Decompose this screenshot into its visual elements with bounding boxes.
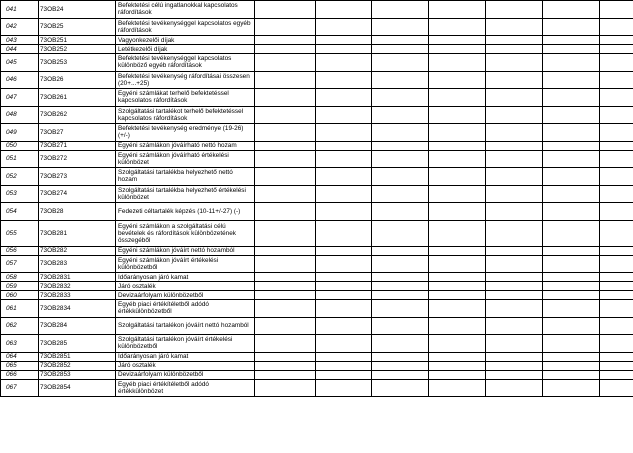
- row-number: 044: [1, 45, 39, 54]
- value-cell: [255, 317, 316, 335]
- value-cell: [600, 291, 633, 300]
- table-row: [1, 89, 633, 107]
- value-cell: [316, 36, 372, 45]
- value-cell: [372, 18, 429, 36]
- row-label: Szolgáltatási tartalékba helyezhető értékelési különbözet: [116, 185, 255, 203]
- value-cell: [372, 335, 429, 353]
- row-label: Egyéni számlákon a szolgáltatási célú bevételek és ráfordítások különbözetének összegéből: [116, 220, 255, 246]
- value-cell: [255, 379, 316, 397]
- row-code: 73OB285: [39, 335, 116, 353]
- value-cell: [600, 203, 633, 221]
- table-row: [1, 18, 633, 36]
- row-code: 73OB25: [39, 18, 116, 36]
- value-cell: [486, 291, 543, 300]
- value-cell: [600, 246, 633, 255]
- value-cell: [543, 168, 600, 186]
- value-cell: [255, 203, 316, 221]
- value-cell: [486, 124, 543, 142]
- value-cell: [486, 255, 543, 273]
- value-cell: [316, 18, 372, 36]
- value-cell: [372, 300, 429, 318]
- value-cell: [316, 150, 372, 168]
- value-cell: [255, 18, 316, 36]
- row-label: Devizaárfolyam különbözetből: [116, 370, 255, 379]
- value-cell: [255, 185, 316, 203]
- value-cell: [316, 141, 372, 150]
- value-cell: [372, 141, 429, 150]
- value-cell: [255, 282, 316, 291]
- row-number: 049: [1, 124, 39, 142]
- row-number: 064: [1, 352, 39, 361]
- value-cell: [429, 317, 486, 335]
- value-cell: [543, 18, 600, 36]
- value-cell: [372, 185, 429, 203]
- value-cell: [255, 150, 316, 168]
- value-cell: [316, 317, 372, 335]
- value-cell: [429, 89, 486, 107]
- value-cell: [600, 36, 633, 45]
- value-cell: [600, 273, 633, 282]
- row-label: Befektetési célú ingatlanokkal kapcsolatos ráfordítások: [116, 1, 255, 19]
- value-cell: [600, 45, 633, 54]
- row-number: 042: [1, 18, 39, 36]
- value-cell: [486, 89, 543, 107]
- table-row: [1, 168, 633, 186]
- value-cell: [429, 335, 486, 353]
- value-cell: [316, 124, 372, 142]
- value-cell: [486, 379, 543, 397]
- value-cell: [255, 300, 316, 318]
- value-cell: [486, 370, 543, 379]
- table-row: [1, 291, 633, 300]
- value-cell: [600, 361, 633, 370]
- value-cell: [543, 1, 600, 19]
- value-cell: [486, 300, 543, 318]
- value-cell: [543, 335, 600, 353]
- value-cell: [543, 300, 600, 318]
- table-row: [1, 220, 633, 246]
- value-cell: [316, 45, 372, 54]
- value-cell: [600, 370, 633, 379]
- row-label: Szolgáltatási tartalékot terhelő befektetéssel kapcsolatos ráfordítások: [116, 106, 255, 124]
- row-number: 046: [1, 71, 39, 89]
- row-code: 73OB26: [39, 71, 116, 89]
- row-code: 73OB274: [39, 185, 116, 203]
- table-row: [1, 185, 633, 203]
- table-row: [1, 45, 633, 54]
- value-cell: [372, 150, 429, 168]
- value-cell: [429, 255, 486, 273]
- row-label: Devizaárfolyam különbözetből: [116, 291, 255, 300]
- value-cell: [486, 71, 543, 89]
- table-row: [1, 141, 633, 150]
- value-cell: [429, 379, 486, 397]
- row-number: 058: [1, 273, 39, 282]
- value-cell: [316, 185, 372, 203]
- value-cell: [316, 361, 372, 370]
- row-code: 73OB273: [39, 168, 116, 186]
- row-label: Egyéni számlákon jóváírható nettó hozam: [116, 141, 255, 150]
- value-cell: [316, 379, 372, 397]
- row-label: Egyéni számlákon jóváírt értékelési különbözetből: [116, 255, 255, 273]
- value-cell: [372, 273, 429, 282]
- value-cell: [255, 370, 316, 379]
- table-row: [1, 282, 633, 291]
- value-cell: [255, 36, 316, 45]
- row-label: Járó osztalék: [116, 282, 255, 291]
- row-number: 053: [1, 185, 39, 203]
- row-code: 73OB261: [39, 89, 116, 107]
- value-cell: [255, 89, 316, 107]
- row-label: Egyéb piaci értékítéletből adódó értékkülönbözetből: [116, 300, 255, 318]
- value-cell: [429, 282, 486, 291]
- row-label: Befektetési tevékenységgel kapcsolatos egyéb ráfordítások: [116, 18, 255, 36]
- row-label: Vagyonkezelői díjak: [116, 36, 255, 45]
- value-cell: [316, 1, 372, 19]
- value-cell: [600, 18, 633, 36]
- value-cell: [316, 370, 372, 379]
- value-cell: [543, 124, 600, 142]
- value-cell: [316, 273, 372, 282]
- value-cell: [372, 370, 429, 379]
- row-code: 73OB282: [39, 246, 116, 255]
- value-cell: [600, 54, 633, 72]
- row-number: 063: [1, 335, 39, 353]
- row-code: 73OB283: [39, 255, 116, 273]
- table-row: [1, 317, 633, 335]
- value-cell: [372, 54, 429, 72]
- row-label: Egyéni számlákon jóváírt nettó hozamból: [116, 246, 255, 255]
- value-cell: [600, 89, 633, 107]
- row-code: 73OB271: [39, 141, 116, 150]
- value-cell: [486, 317, 543, 335]
- value-cell: [600, 220, 633, 246]
- value-cell: [372, 352, 429, 361]
- table-row: [1, 300, 633, 318]
- table-row: [1, 71, 633, 89]
- value-cell: [255, 273, 316, 282]
- value-cell: [429, 1, 486, 19]
- value-cell: [486, 352, 543, 361]
- row-number: 056: [1, 246, 39, 255]
- value-cell: [372, 220, 429, 246]
- value-cell: [372, 255, 429, 273]
- value-cell: [429, 352, 486, 361]
- row-code: 73OB253: [39, 54, 116, 72]
- row-label: Letétkezelői díjak: [116, 45, 255, 54]
- row-number: 062: [1, 317, 39, 335]
- value-cell: [372, 1, 429, 19]
- value-cell: [543, 203, 600, 221]
- value-cell: [316, 255, 372, 273]
- row-number: 057: [1, 255, 39, 273]
- value-cell: [255, 54, 316, 72]
- row-number: 045: [1, 54, 39, 72]
- value-cell: [486, 54, 543, 72]
- value-cell: [486, 361, 543, 370]
- value-cell: [372, 36, 429, 45]
- row-code: 73OB2851: [39, 352, 116, 361]
- row-number: 047: [1, 89, 39, 107]
- value-cell: [429, 71, 486, 89]
- table-row: [1, 361, 633, 370]
- report-table-body: [1, 1, 633, 397]
- value-cell: [600, 352, 633, 361]
- row-number: 061: [1, 300, 39, 318]
- row-number: 051: [1, 150, 39, 168]
- row-number: 048: [1, 106, 39, 124]
- value-cell: [372, 89, 429, 107]
- value-cell: [429, 18, 486, 36]
- value-cell: [543, 246, 600, 255]
- value-cell: [372, 291, 429, 300]
- value-cell: [543, 352, 600, 361]
- value-cell: [543, 317, 600, 335]
- value-cell: [543, 379, 600, 397]
- value-cell: [372, 246, 429, 255]
- row-label: Járó osztalék: [116, 361, 255, 370]
- row-code: 73OB28: [39, 203, 116, 221]
- value-cell: [543, 291, 600, 300]
- value-cell: [255, 361, 316, 370]
- table-row: [1, 370, 633, 379]
- row-label: Egyéni számlákat terhelő befektetéssel kapcsolatos ráfordítások: [116, 89, 255, 107]
- value-cell: [429, 36, 486, 45]
- value-cell: [429, 106, 486, 124]
- row-code: 73OB2831: [39, 273, 116, 282]
- value-cell: [255, 352, 316, 361]
- row-label: Befektetési tevékenységgel kapcsolatos különböző egyéb ráfordítások: [116, 54, 255, 72]
- value-cell: [486, 141, 543, 150]
- value-cell: [316, 71, 372, 89]
- value-cell: [600, 168, 633, 186]
- row-code: 73OB252: [39, 45, 116, 54]
- value-cell: [486, 335, 543, 353]
- value-cell: [255, 141, 316, 150]
- value-cell: [543, 106, 600, 124]
- row-number: 052: [1, 168, 39, 186]
- row-label: Szolgáltatási tartalékon jóváírt nettó hozamból: [116, 317, 255, 335]
- row-code: 73OB2833: [39, 291, 116, 300]
- value-cell: [429, 45, 486, 54]
- value-cell: [255, 1, 316, 19]
- value-cell: [543, 89, 600, 107]
- row-label: Egyéb piaci értékítéletből adódó értékkülönbözet: [116, 379, 255, 397]
- value-cell: [372, 71, 429, 89]
- value-cell: [255, 255, 316, 273]
- value-cell: [372, 282, 429, 291]
- table-row: [1, 246, 633, 255]
- value-cell: [543, 71, 600, 89]
- value-cell: [543, 220, 600, 246]
- value-cell: [429, 168, 486, 186]
- value-cell: [316, 335, 372, 353]
- value-cell: [316, 54, 372, 72]
- value-cell: [372, 379, 429, 397]
- table-row: [1, 1, 633, 19]
- value-cell: [543, 36, 600, 45]
- value-cell: [429, 273, 486, 282]
- row-code: 73OB2852: [39, 361, 116, 370]
- value-cell: [429, 150, 486, 168]
- value-cell: [429, 361, 486, 370]
- value-cell: [600, 106, 633, 124]
- value-cell: [486, 282, 543, 291]
- row-code: 73OB2832: [39, 282, 116, 291]
- value-cell: [486, 220, 543, 246]
- value-cell: [429, 291, 486, 300]
- table-row: [1, 124, 633, 142]
- value-cell: [316, 220, 372, 246]
- value-cell: [429, 370, 486, 379]
- row-number: 060: [1, 291, 39, 300]
- value-cell: [543, 45, 600, 54]
- value-cell: [486, 106, 543, 124]
- value-cell: [372, 317, 429, 335]
- value-cell: [600, 124, 633, 142]
- row-label: Időarányosan járó kamat: [116, 273, 255, 282]
- value-cell: [600, 141, 633, 150]
- value-cell: [372, 203, 429, 221]
- row-number: 041: [1, 1, 39, 19]
- table-row: [1, 203, 633, 221]
- row-label: Szolgáltatási tartalékon jóváírt értékelési különbözetből: [116, 335, 255, 353]
- value-cell: [600, 282, 633, 291]
- value-cell: [372, 106, 429, 124]
- row-number: 066: [1, 370, 39, 379]
- value-cell: [429, 124, 486, 142]
- table-row: [1, 335, 633, 353]
- row-number: 043: [1, 36, 39, 45]
- value-cell: [255, 246, 316, 255]
- value-cell: [429, 141, 486, 150]
- row-code: 73OB272: [39, 150, 116, 168]
- value-cell: [600, 300, 633, 318]
- value-cell: [255, 335, 316, 353]
- value-cell: [600, 379, 633, 397]
- row-label: Szolgáltatási tartalékba helyezhető nettó hozam: [116, 168, 255, 186]
- value-cell: [486, 203, 543, 221]
- row-number: 050: [1, 141, 39, 150]
- value-cell: [255, 124, 316, 142]
- row-code: 73OB281: [39, 220, 116, 246]
- table-row: [1, 255, 633, 273]
- row-label: Egyéni számlákon jóváírható értékelési különbözet: [116, 150, 255, 168]
- value-cell: [600, 335, 633, 353]
- value-cell: [316, 282, 372, 291]
- row-label: Időarányosan járó kamat: [116, 352, 255, 361]
- value-cell: [429, 246, 486, 255]
- table-row: [1, 379, 633, 397]
- value-cell: [255, 45, 316, 54]
- value-cell: [486, 185, 543, 203]
- value-cell: [372, 361, 429, 370]
- value-cell: [600, 150, 633, 168]
- value-cell: [429, 54, 486, 72]
- row-code: 73OB2854: [39, 379, 116, 397]
- value-cell: [486, 45, 543, 54]
- row-number: 065: [1, 361, 39, 370]
- value-cell: [600, 255, 633, 273]
- value-cell: [543, 282, 600, 291]
- value-cell: [600, 71, 633, 89]
- value-cell: [543, 273, 600, 282]
- table-row: [1, 106, 633, 124]
- value-cell: [543, 141, 600, 150]
- value-cell: [316, 352, 372, 361]
- value-cell: [255, 168, 316, 186]
- row-label: Befektetési tevékenység eredménye (19-26) (+/-): [116, 124, 255, 142]
- value-cell: [372, 45, 429, 54]
- row-code: 73OB27: [39, 124, 116, 142]
- value-cell: [316, 89, 372, 107]
- value-cell: [255, 106, 316, 124]
- value-cell: [429, 203, 486, 221]
- row-code: 73OB2853: [39, 370, 116, 379]
- value-cell: [543, 150, 600, 168]
- value-cell: [316, 203, 372, 221]
- value-cell: [255, 291, 316, 300]
- value-cell: [486, 168, 543, 186]
- table-row: [1, 54, 633, 72]
- row-number: 059: [1, 282, 39, 291]
- value-cell: [316, 246, 372, 255]
- value-cell: [372, 168, 429, 186]
- value-cell: [486, 246, 543, 255]
- value-cell: [543, 361, 600, 370]
- value-cell: [600, 1, 633, 19]
- value-cell: [429, 300, 486, 318]
- row-code: 73OB262: [39, 106, 116, 124]
- value-cell: [486, 150, 543, 168]
- value-cell: [316, 291, 372, 300]
- value-cell: [486, 273, 543, 282]
- value-cell: [316, 106, 372, 124]
- value-cell: [255, 220, 316, 246]
- value-cell: [543, 370, 600, 379]
- row-code: 73OB2834: [39, 300, 116, 318]
- table-row: [1, 273, 633, 282]
- value-cell: [316, 300, 372, 318]
- value-cell: [543, 185, 600, 203]
- value-cell: [543, 255, 600, 273]
- value-cell: [486, 36, 543, 45]
- table-row: [1, 352, 633, 361]
- table-row: [1, 36, 633, 45]
- row-code: 73OB284: [39, 317, 116, 335]
- value-cell: [600, 317, 633, 335]
- value-cell: [543, 54, 600, 72]
- value-cell: [255, 71, 316, 89]
- row-number: 055: [1, 220, 39, 246]
- row-number: 067: [1, 379, 39, 397]
- row-label: Befektetési tevékenység ráfordításai összesen (20+...+25): [116, 71, 255, 89]
- value-cell: [600, 185, 633, 203]
- value-cell: [372, 124, 429, 142]
- value-cell: [486, 18, 543, 36]
- table-row: [1, 150, 633, 168]
- row-code: 73OB24: [39, 1, 116, 19]
- value-cell: [316, 168, 372, 186]
- row-number: 054: [1, 203, 39, 221]
- row-label: Fedezeti céltartalék képzés (10-11+/-27) (-): [116, 203, 255, 221]
- row-code: 73OB251: [39, 36, 116, 45]
- value-cell: [486, 1, 543, 19]
- value-cell: [429, 220, 486, 246]
- value-cell: [429, 185, 486, 203]
